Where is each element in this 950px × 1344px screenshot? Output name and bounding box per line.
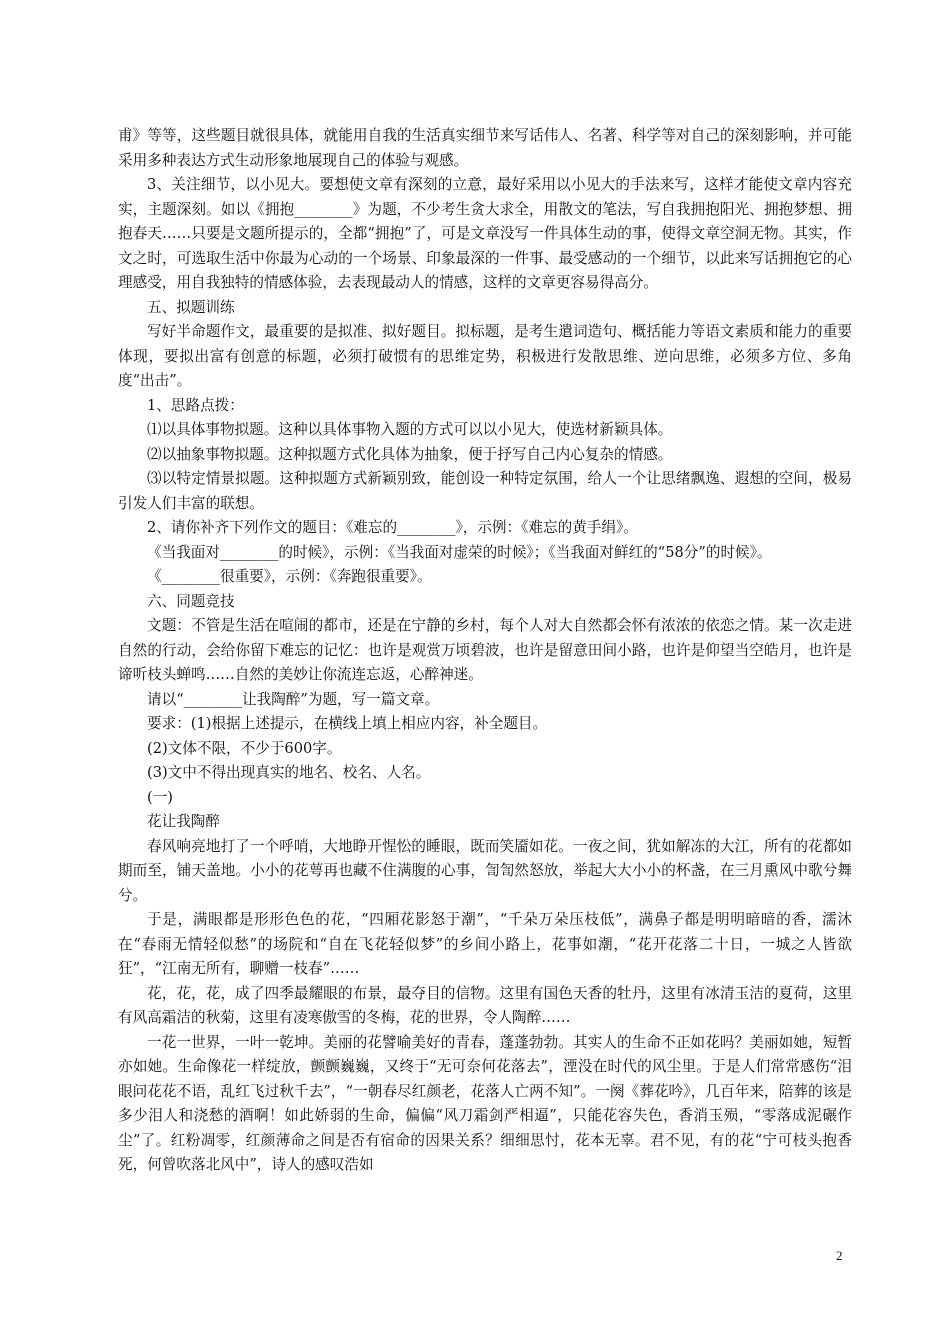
paragraph: 3、关注细节，以小见大。要想使文章有深刻的立意，最好采用以小见大的手法来写，这样才能使文章内容充实，主题深刻。如以《拥抱________》为题，不少考生贪大求全，用散文的笔法，写自我拥抱阳光、拥抱梦想、拥抱春天……只要是文题所提示的，全都“拥抱”了，可是文章没写一件具体生动的事，使得文章空洞无物。其实，作文之时，可选取生活中你最为心动的一个场景、印象最深的一件事、最受感动的一个细节，以此来写话拥抱它的心理感受，用自我独特的情感体验，去表现最动人的情感，这样的文章更容易得高分。	[118, 176, 852, 291]
page-number: 2	[836, 1248, 843, 1263]
paragraph: (一)	[147, 788, 173, 806]
paragraph: 甫》等等，这些题目就很具体，就能用自我的生活真实细节来写话伟人、名著、科学等对自己的深刻影响，并可能采用多种表达方式生动形象地展现自己的体验与观感。	[118, 127, 852, 169]
paragraph: ⑴以具体事物拟题。这种以具体事物入题的方式可以以小见大，使选材新颖具体。	[147, 421, 673, 438]
paragraph: 1、思路点拨：	[147, 396, 244, 414]
paragraph: 文题：不管是生活在喧闹的都市，还是在宁静的乡村，每个人对大自然都会怀有浓浓的依恋之情。某一次走进自然的行动，会给你留下难忘的记忆：也许是观赏万顷碧波，也许是留意田间小路，也许是仰望当空皓月，也许是谛听枝头蝉鸣……自然的美妙让你流连忘返，心醉神迷。	[118, 617, 852, 683]
paragraph: 六、同题竞技	[147, 592, 235, 610]
paragraph: ⑶以特定情景拟题。这种拟题方式新颖别致，能创设一种特定氛围，给人一个让思绪飘逸、遐想的空间，极易引发人们丰富的联想。	[118, 470, 852, 512]
document-body	[118, 124, 852, 1178]
paragraph: 五、拟题训练	[147, 298, 235, 316]
paragraph: 要求：(1)根据上述提示，在横线上填上相应内容，补全题目。	[147, 715, 548, 732]
paragraph: (2)文体不限，不少于600字。	[147, 739, 342, 757]
paragraph: (3)文中不得出现真实的地名、校名、人名。	[147, 764, 431, 781]
paragraph: 《当我面对________的时候》，示例：《当我面对虚荣的时候》；《当我面对鲜红的“58分”的时候》。	[147, 543, 772, 561]
paragraph: 2、请你补齐下列作文的题目：《难忘的________》，示例：《难忘的黄手绢》。	[147, 519, 638, 536]
paragraph: ⑵以抽象事物拟题。这种拟题方式化具体为抽象，便于抒写自己内心复杂的情感。	[147, 445, 673, 463]
paragraph: 请以“________让我陶醉”为题，写一篇文章。	[147, 690, 440, 708]
paragraph: 《________很重要》，示例：《奔跑很重要》。	[147, 568, 432, 585]
paragraph: 一花一世界，一叶一乾坤。美丽的花譬喻美好的青春，蓬蓬勃勃。其实人的生命不正如花吗？美丽如她，短暂亦如她。生命像花一样绽放，颤颤巍巍，又终于“无可奈何花落去”，湮没在时代的风尘里。于是人们常常感伤“泪眼问花花不语，乱红飞过秋千去”，“一朝春尽红颜老，花落人亡两不知”。一阕《葬花吟》，几百年来，陪葬的该是多少泪人和浇愁的酒啊！如此娇弱的生命，偏偏“风刀霜剑严相逼”，只能花容失色，香消玉殒，“零落成泥碾作尘”了。红粉凋零，红颜薄命之间是否有宿命的因果关系？细细思忖，花本无辜。君不见，有的花“宁可枝头抱香死，何曾吹落北风中”，诗人的感叹浩如	[118, 1033, 852, 1173]
paragraph: 花，花，花，成了四季最耀眼的布景，最夺目的信物。这里有国色天香的牡丹，这里有冰清玉洁的夏荷，这里有风高霜洁的秋菊，这里有凌寒傲雪的冬梅，花的世界，令人陶醉……	[118, 984, 852, 1026]
paragraph: 于是，满眼都是形形色色的花，“四厢花影怒于潮”，“千朵万朵压枝低”，满鼻子都是明明暗暗的香，濡沐在“春雨无情轻似愁”的场院和“自在飞花轻似梦”的乡间小路上，花事如潮，“花开花落二十日，一城之人皆欲狂”，“江南无所有，聊赠一枝春”……	[118, 911, 852, 977]
paragraph: 花让我陶醉	[147, 813, 220, 830]
paragraph: 写好半命题作文，最重要的是拟准、拟好题目。拟标题，是考生遣词造句、概括能力等语文素质和能力的重要体现，要拟出富有创意的标题，必须打破惯有的思维定势，积极进行发散思维、逆向思维，必须多方位、多角度“出击”。	[118, 323, 852, 389]
paragraph: 春风响亮地打了一个呼哨，大地睁开惺忪的睡眼，既而笑靥如花。一夜之间，犹如解冻的大江，所有的花都如期而至，铺天盖地。小小的花萼再也藏不住满腹的心事，訇訇然怒放，举起大大小小的杯盏，在三月熏风中歌兮舞兮。	[118, 837, 852, 904]
